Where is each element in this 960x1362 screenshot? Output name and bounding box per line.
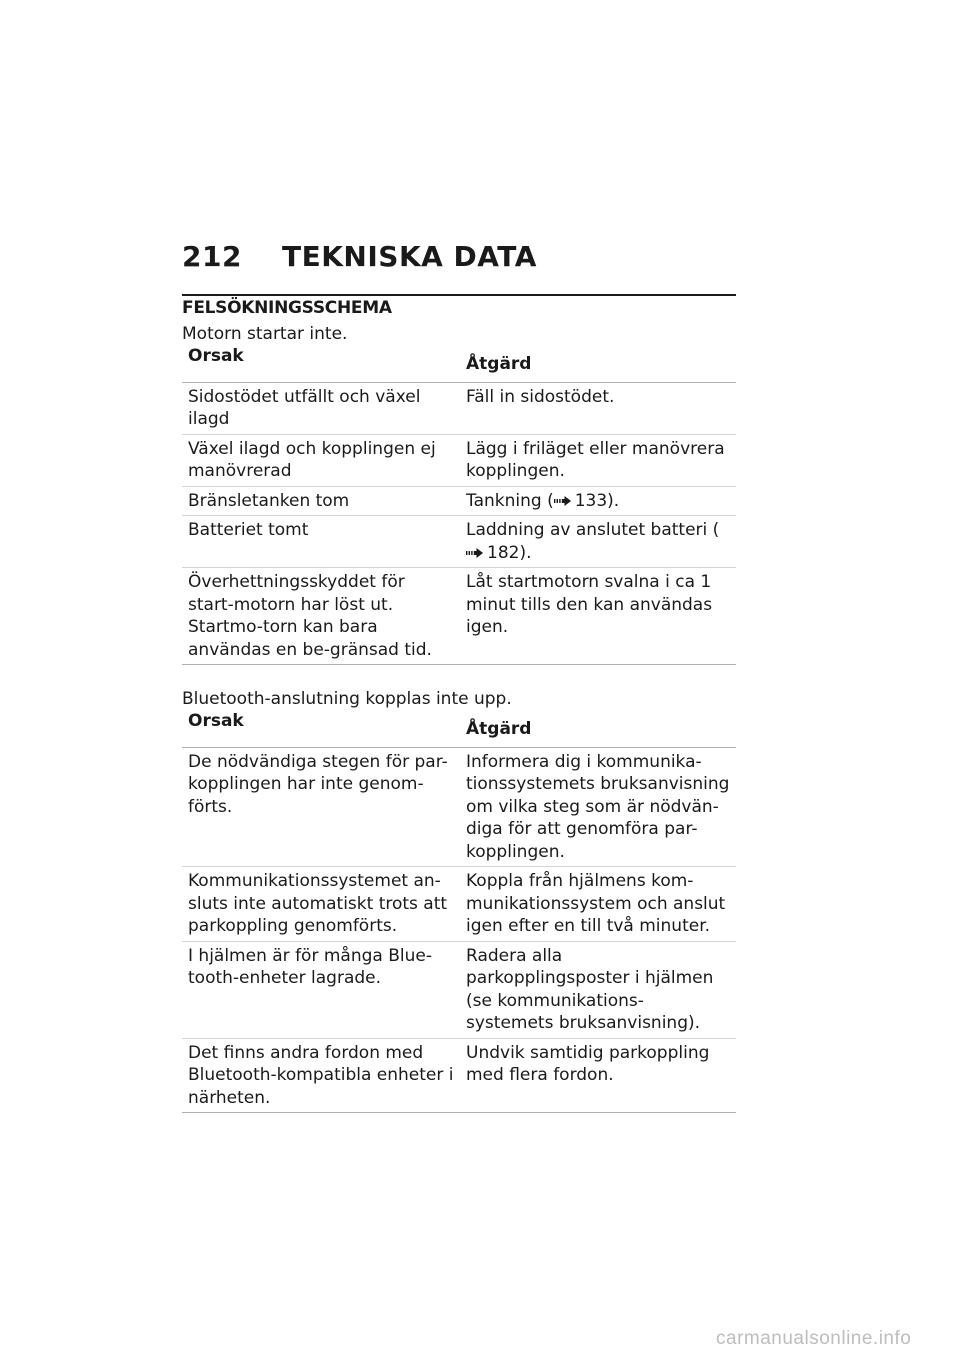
- col-header-action: Åtgärd: [460, 345, 736, 382]
- action-cell: [460, 486, 736, 516]
- cause-cell: Bränsletanken tom: [182, 486, 460, 516]
- action-text-end: ).: [607, 490, 620, 511]
- action-cell: [460, 516, 736, 568]
- page-reference-arrow-icon: [466, 547, 484, 559]
- table-row: [182, 867, 736, 942]
- chapter-title: TEKNISKA DATA: [282, 240, 537, 273]
- cause-cell: Sidostödet utfällt och växel ilagd: [182, 382, 460, 434]
- table-row: [182, 382, 736, 434]
- col-header-cause: Orsak: [182, 710, 460, 747]
- action-text-end: ).: [519, 542, 532, 563]
- page-reference-link[interactable]: 133: [574, 490, 608, 511]
- cause-cell: De nödvändiga stegen för par-kopplingen har inte genom-förts.: [182, 747, 460, 867]
- table-header-row: [182, 345, 736, 382]
- cause-cell: Överhettningsskyddet för start-motorn har löst ut. Startmo-torn kan bara användas en be-gränsad tid.: [182, 568, 460, 665]
- action-cell: Låt startmotorn svalna i ca 1 minut tills den kan användas igen.: [460, 568, 736, 665]
- action-cell: Informera dig i kommunika-tionssystemets bruksanvisning om vilka steg som är nödvän-diga för att genomföra par-kopplingen.: [460, 747, 736, 867]
- action-cell: Undvik samtidig parkoppling med flera fordon.: [460, 1038, 736, 1113]
- cause-cell: Batteriet tomt: [182, 516, 460, 568]
- table-header-row: [182, 710, 736, 747]
- page-reference-arrow-icon: [554, 495, 572, 507]
- table-row: [182, 941, 736, 1038]
- troubleshooting-section: [182, 294, 736, 1113]
- action-cell: Lägg i friläget eller manövrera kopplingen.: [460, 434, 736, 486]
- cause-cell: Det finns andra fordon med Bluetooth-kompatibla enheter i närheten.: [182, 1038, 460, 1113]
- table-engine-wont-start: [182, 345, 736, 665]
- table-row: [182, 568, 736, 665]
- section-rule: [182, 294, 736, 296]
- table2-intro: Bluetooth-anslutning kopplas inte upp.: [182, 689, 512, 709]
- table1-intro: Motorn startar inte.: [182, 324, 348, 344]
- table-row: [182, 747, 736, 867]
- cause-cell: Kommunikationssystemet an-sluts inte automatiskt trots att parkoppling genomförts.: [182, 867, 460, 942]
- page-reference-link[interactable]: 182: [487, 542, 520, 563]
- section-title: FELSÖKNINGSSCHEMA: [182, 298, 392, 318]
- table-row: [182, 486, 736, 516]
- col-header-cause: Orsak: [182, 345, 460, 382]
- action-text: Tankning (: [466, 490, 554, 511]
- table-row: [182, 516, 736, 568]
- col-header-action: Åtgärd: [460, 710, 736, 747]
- page-number: 212: [182, 240, 242, 273]
- action-cell: Radera alla parkopplingsposter i hjälmen (se kommunikations-systemets bruksanvisning).: [460, 941, 736, 1038]
- table-row: [182, 434, 736, 486]
- page-header: [182, 240, 537, 273]
- action-text: Laddning av anslutet batteri (: [466, 520, 720, 540]
- watermark: carmanualsonline.info: [716, 1328, 912, 1349]
- cause-cell: I hjälmen är för många Blue-tooth-enheter lagrade.: [182, 941, 460, 1038]
- cause-cell: Växel ilagd och kopplingen ej manövrerad: [182, 434, 460, 486]
- action-cell: Koppla från hjälmens kom-munikationssystem och anslut igen efter en till två minuter.: [460, 867, 736, 942]
- table-bluetooth-connection: [182, 710, 736, 1113]
- table-row: [182, 1038, 736, 1113]
- action-cell: Fäll in sidostödet.: [460, 382, 736, 434]
